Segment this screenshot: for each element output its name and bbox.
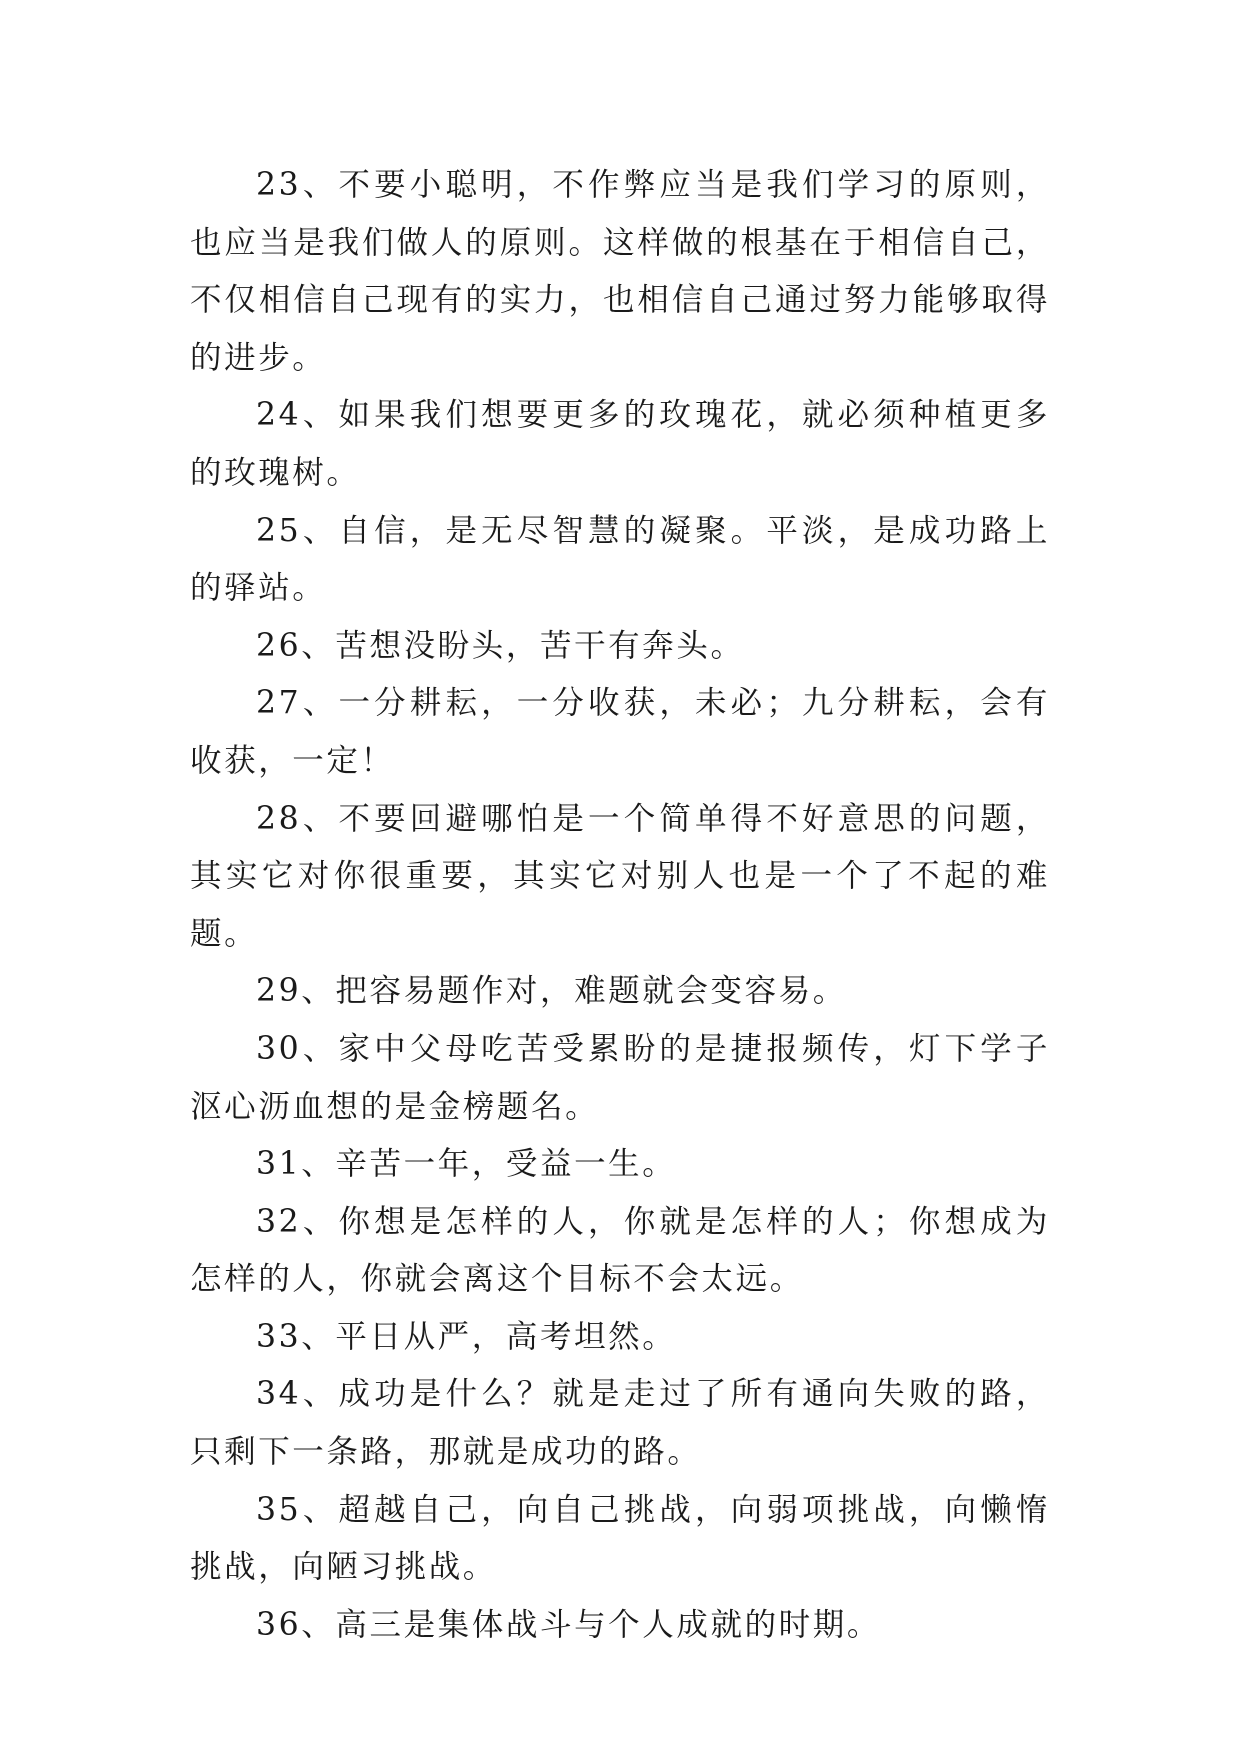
paragraph-30: 30、家中父母吃苦受累盼的是捷报频传，灯下学子沤心沥血想的是金榜题名。 <box>190 1030 1050 1125</box>
paragraph-25: 25、自信，是无尽智慧的凝聚。平淡，是成功路上的驿站。 <box>190 512 1050 607</box>
paragraph-27: 27、一分耕耘，一分收获，未必；九分耕耘，会有收获，一定！ <box>190 685 1050 779</box>
paragraph-31: 31、辛苦一年，受益一生。 <box>256 1146 677 1183</box>
paragraph-33: 33、平日从严，高考坦然。 <box>256 1318 677 1355</box>
paragraph-24: 24、如果我们想要更多的玫瑰花，就必须种植更多的玫瑰树。 <box>190 397 1050 491</box>
paragraph-29: 29、把容易题作对，难题就会变容易。 <box>256 973 847 1010</box>
document-body <box>190 157 1050 1654</box>
paragraph-36: 36、高三是集体战斗与个人成就的时期。 <box>256 1606 881 1643</box>
paragraph-26: 26、苦想没盼头，苦干有奔头。 <box>256 627 745 664</box>
paragraph-23: 23、不要小聪明，不作弊应当是我们学习的原则，也应当是我们做人的原则。这样做的根基在于相信自己，不仅相信自己现有的实力，也相信自己通过努力能够取得的进步。 <box>190 167 1050 376</box>
paragraph-35: 35、超越自己，向自己挑战，向弱项挑战，向懒惰挑战，向陋习挑战。 <box>190 1491 1050 1586</box>
paragraph-32: 32、你想是怎样的人，你就是怎样的人；你想成为怎样的人，你就会离这个目标不会太远。 <box>190 1203 1050 1298</box>
paragraph-34: 34、成功是什么？就是走过了所有通向失败的路，只剩下一条路，那就是成功的路。 <box>190 1376 1050 1471</box>
paragraph-28: 28、不要回避哪怕是一个简单得不好意思的问题，其实它对你很重要，其实它对别人也是一个了不起的难题。 <box>190 800 1050 952</box>
